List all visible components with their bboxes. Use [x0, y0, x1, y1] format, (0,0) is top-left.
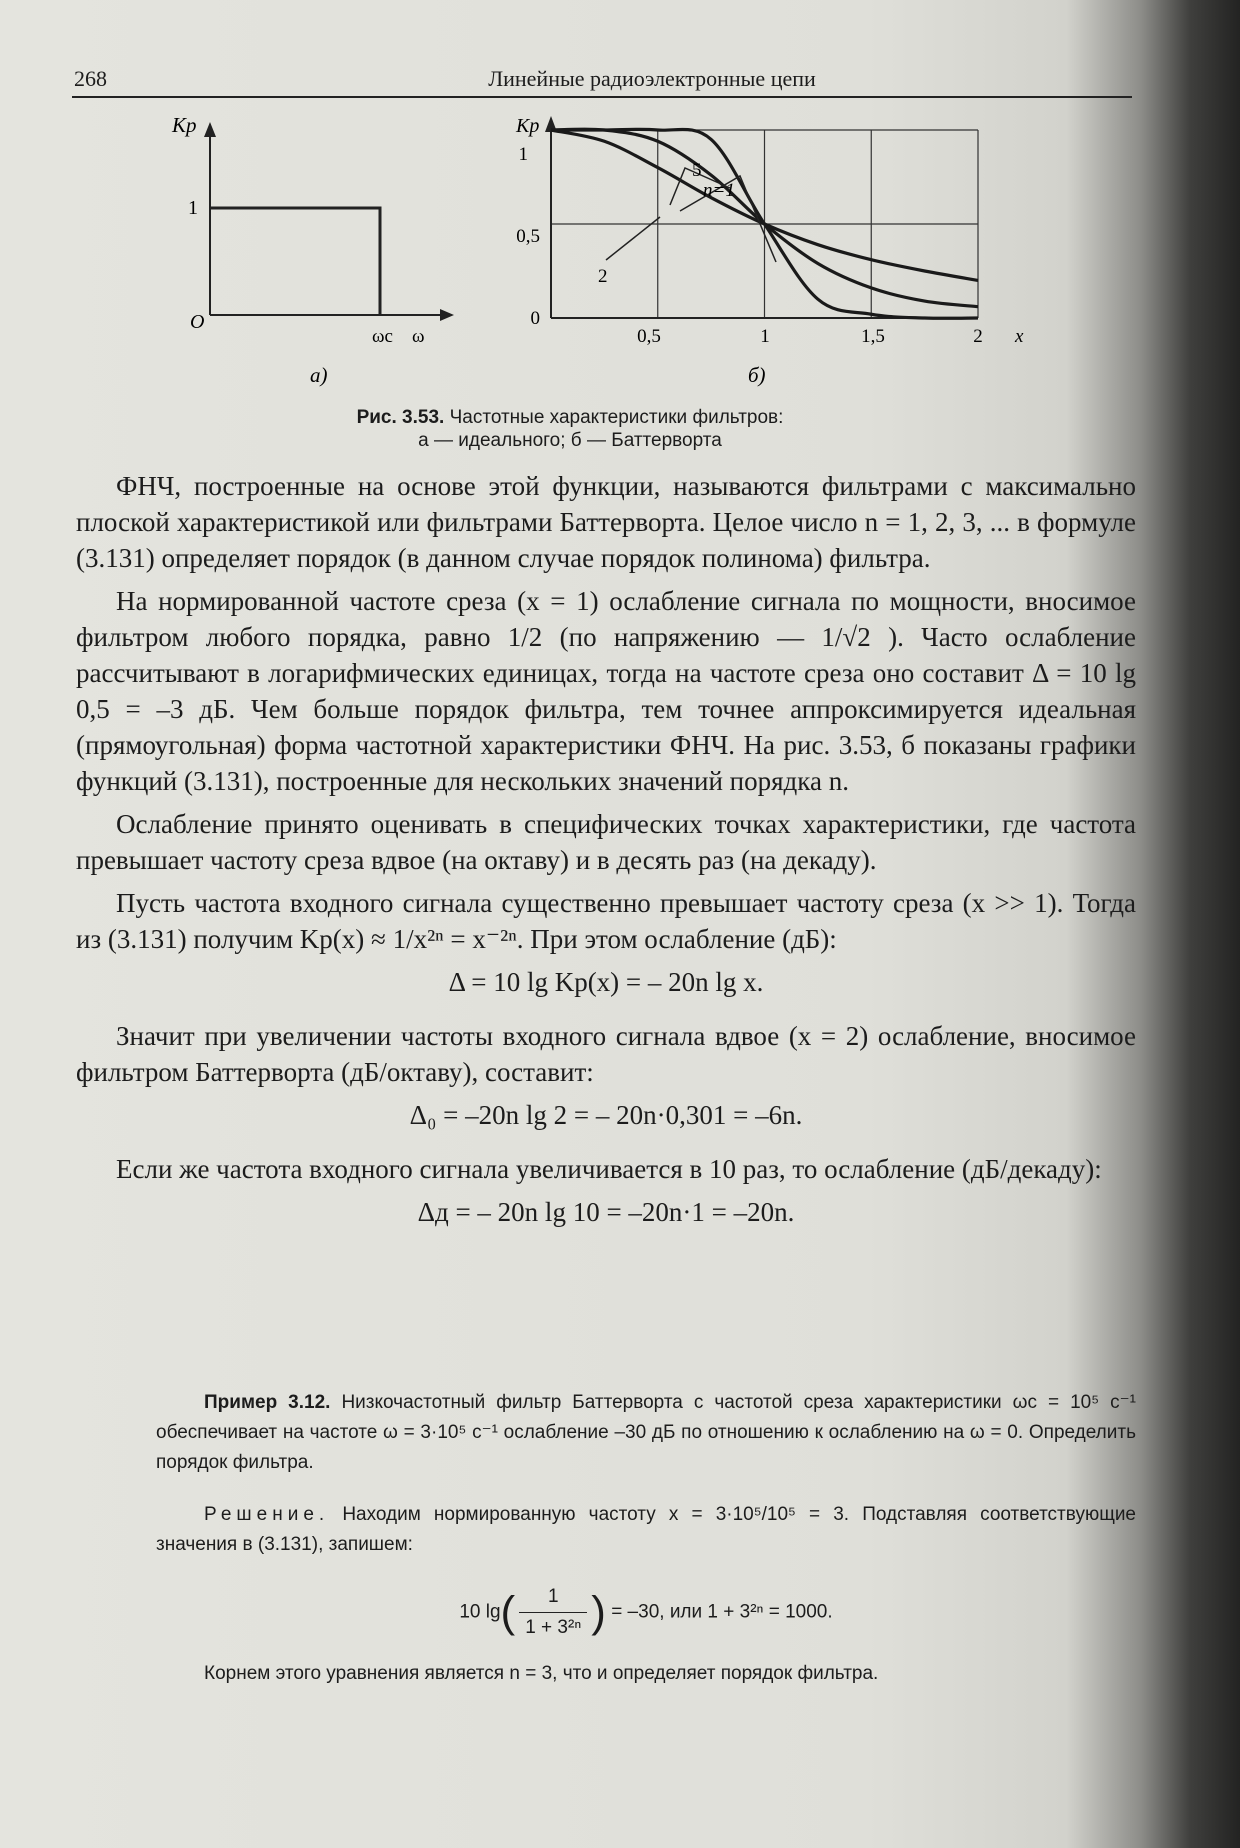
panel-b-x-label: x [1015, 326, 1024, 347]
panel-b-y-label: Kp [516, 115, 540, 137]
body-text [76, 468, 1136, 1248]
panel-b-x-tick-05: 0,5 [637, 326, 661, 347]
curve-label-n1: n=1 [703, 180, 735, 201]
figure-3-53 [150, 110, 1030, 400]
example-text: Низкочастотный фильтр Баттерворта с частотой среза характеристики ωc = 10⁵ c⁻¹ обеспечивает на частоте ω = 3·10⁵ c⁻¹ ослабление –30 дБ по отношению к ослаблению на ω = 0. Определить порядок фильтра. [156, 1392, 1136, 1473]
panel-a-y-tick: 1 [188, 197, 198, 219]
caption-title: Рис. 3.53. [356, 407, 445, 428]
example-solution [156, 1500, 1136, 1560]
panel-a-y-label: Kp [172, 113, 197, 137]
example-title: Пример 3.12. [204, 1392, 331, 1413]
ideal-response-line [210, 208, 380, 315]
panel-b [515, 115, 1024, 387]
formula-decade: Δд = – 20n lg 10 = –20n·1 = –20n. [417, 1197, 795, 1227]
running-title: Линейные радиоэлектронные цепи [488, 66, 816, 91]
panel-b-x-tick-15: 1,5 [861, 326, 885, 347]
formula-denominator: 1 + 3²ⁿ [525, 1617, 582, 1638]
paragraph-3: Ослабление принято оценивать в специфических точках характеристики, где частота превышает частоту среза вдвое (на октаву) и в десять раз (на декаду). [76, 809, 1136, 875]
caption-line2: а — идеального; б — Баттерворта [418, 430, 722, 451]
figure-caption [250, 406, 890, 452]
paragraph-2: На нормированной частоте среза (x = 1) ослабление сигнала по мощности, вносимое фильтром любого порядка, равно 1/2 (по напряжению — 1/√2 ). Часто ослабление рассчитывают в логарифмических единицах, тогда на частоте среза оно составит Δ = 10 lg 0,5 = –3 дБ. Чем больше порядок фильтра, тем точнее аппроксимируется идеальная (прямоугольная) форма частотной характеристики ФНЧ. На рис. 3.53, б показаны графики функций (3.131), построенные для нескольких значений порядка n. [76, 586, 1136, 796]
paragraph-6: Если же частота входного сигнала увеличивается в 10 раз, то ослабление (дБ/декаду): [116, 1154, 1102, 1184]
panel-a-origin: O [190, 311, 205, 333]
formula-attenuation: Δ = 10 lg Kp(x) = – 20n lg x. [448, 967, 764, 997]
formula-fraction [519, 1582, 587, 1643]
formula-octave: Δ₀ = –20n lg 2 = – 20n·0,301 = –6n. [409, 1100, 803, 1130]
panel-b-y-tick-0: 0 [530, 308, 540, 329]
caption-text: Частотные характеристики фильтров: [449, 407, 784, 428]
solution-formula [156, 1582, 1136, 1643]
formula-prefix: 10 lg [459, 1601, 501, 1623]
panel-b-x-tick-1: 1 [760, 326, 770, 347]
paragraph-5: Значит при увеличении частоты входного сигнала вдвое (x = 2) ослабление, вносимое фильтром Баттерворта (дБ/октаву), составит: [76, 1021, 1136, 1087]
open-paren: ( [500, 1587, 516, 1637]
curve-label-2: 2 [598, 266, 608, 287]
formula-numerator: 1 [519, 1582, 587, 1613]
formula-suffix: = –30, или 1 + 3²ⁿ = 1000. [611, 1601, 833, 1623]
panel-b-sublabel: б) [748, 363, 766, 387]
paragraph-4: Пусть частота входного сигнала существенно превышает частоту среза (x >> 1). Тогда из (3.131) получим Kp(x) ≈ 1/x²ⁿ = x⁻²ⁿ. При этом ослабление (дБ): [76, 888, 1136, 954]
page-header [72, 66, 1132, 98]
panel-a-cutoff-label: ωc [372, 326, 393, 347]
paragraph-1: ФНЧ, построенные на основе этой функции, называются фильтрами с максимально плоской характеристикой или фильтрами Баттерворта. Целое число n = 1, 2, 3, ... в формуле (3.131) определяет порядок (в данном случае порядок полинома) фильтра. [76, 471, 1136, 573]
page-number: 268 [74, 66, 107, 91]
solution-text: Находим нормированную частоту x = 3·10⁵/10⁵ = 3. Подставляя соответствующие значения в (3.131), запишем: [156, 1504, 1137, 1555]
example-statement [156, 1388, 1136, 1478]
close-paren: ) [591, 1587, 606, 1637]
panel-a-x-arrow [440, 309, 454, 321]
panel-a-x-label: ω [412, 326, 425, 347]
panel-b-x-tick-2: 2 [973, 326, 983, 347]
example-3-12 [156, 1388, 1136, 1711]
curve-label-5: 5 [692, 160, 702, 181]
panel-a [171, 113, 454, 387]
example-conclusion: Корнем этого уравнения является n = 3, что и определяет порядок фильтра. [204, 1663, 879, 1684]
panel-a-y-arrow [204, 122, 216, 137]
panel-a-sublabel: а) [310, 363, 328, 387]
solution-label: Решение. [204, 1504, 330, 1525]
panel-b-y-tick-1: 1 [518, 144, 528, 165]
panel-b-y-tick-05: 0,5 [516, 226, 540, 247]
